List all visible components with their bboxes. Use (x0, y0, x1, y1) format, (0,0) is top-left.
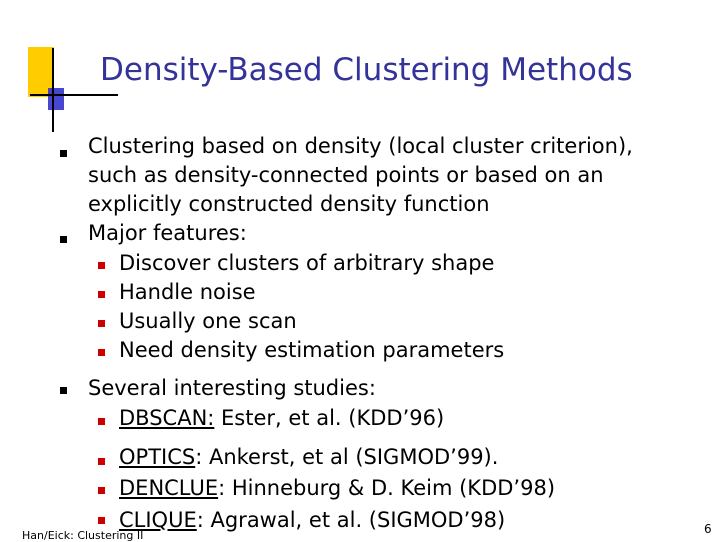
slide-title: Density-Based Clustering Methods (100, 52, 633, 88)
study-name[interactable]: DBSCAN: (119, 406, 215, 430)
study-name[interactable]: OPTICS (119, 445, 196, 469)
sub-bullet-square-icon (98, 458, 105, 465)
study-citation: : Agrawal, et al. (SIGMOD’98) (196, 508, 506, 532)
footer-text: Han/Eick: Clustering II (22, 529, 144, 542)
sub-bullet-square-icon (98, 517, 105, 524)
study-item (119, 474, 555, 504)
study-citation: : Hinneburg & D. Keim (KDD’98) (218, 476, 556, 500)
sub-bullet-square-icon (98, 487, 105, 494)
sub-bullet-square-icon (98, 349, 105, 356)
study-item (119, 404, 444, 434)
feature-item: Handle noise (119, 280, 256, 304)
bullet-1-line-1: Clustering based on density (local cluster criterion), (88, 134, 633, 158)
bullet-square-icon (60, 236, 67, 243)
study-name[interactable]: DENCLUE (119, 476, 219, 500)
sub-bullet-square-icon (98, 291, 105, 298)
study-citation: : Ankerst, et al (SIGMOD’99). (195, 445, 499, 469)
page-number: 6 (704, 522, 712, 536)
bullet-3-line-1: Several interesting studies: (88, 376, 376, 400)
sub-bullet-square-icon (98, 320, 105, 327)
bullet-square-icon (60, 387, 67, 394)
feature-item: Need density estimation parameters (119, 338, 505, 362)
study-name[interactable]: CLIQUE (119, 508, 197, 532)
feature-item: Discover clusters of arbitrary shape (119, 251, 495, 275)
bullet-1-line-2: such as density-connected points or based on an (88, 163, 604, 187)
study-item (119, 506, 505, 536)
bullet-square-icon (60, 150, 67, 157)
sub-bullet-square-icon (98, 418, 105, 425)
bullet-2-line-1: Major features: (88, 221, 247, 245)
study-item (119, 443, 498, 473)
study-citation: Ester, et al. (KDD’96) (214, 406, 445, 430)
bullet-1-line-3: explicitly constructed density function (88, 192, 490, 216)
sub-bullet-square-icon (98, 262, 105, 269)
feature-item: Usually one scan (119, 309, 297, 333)
